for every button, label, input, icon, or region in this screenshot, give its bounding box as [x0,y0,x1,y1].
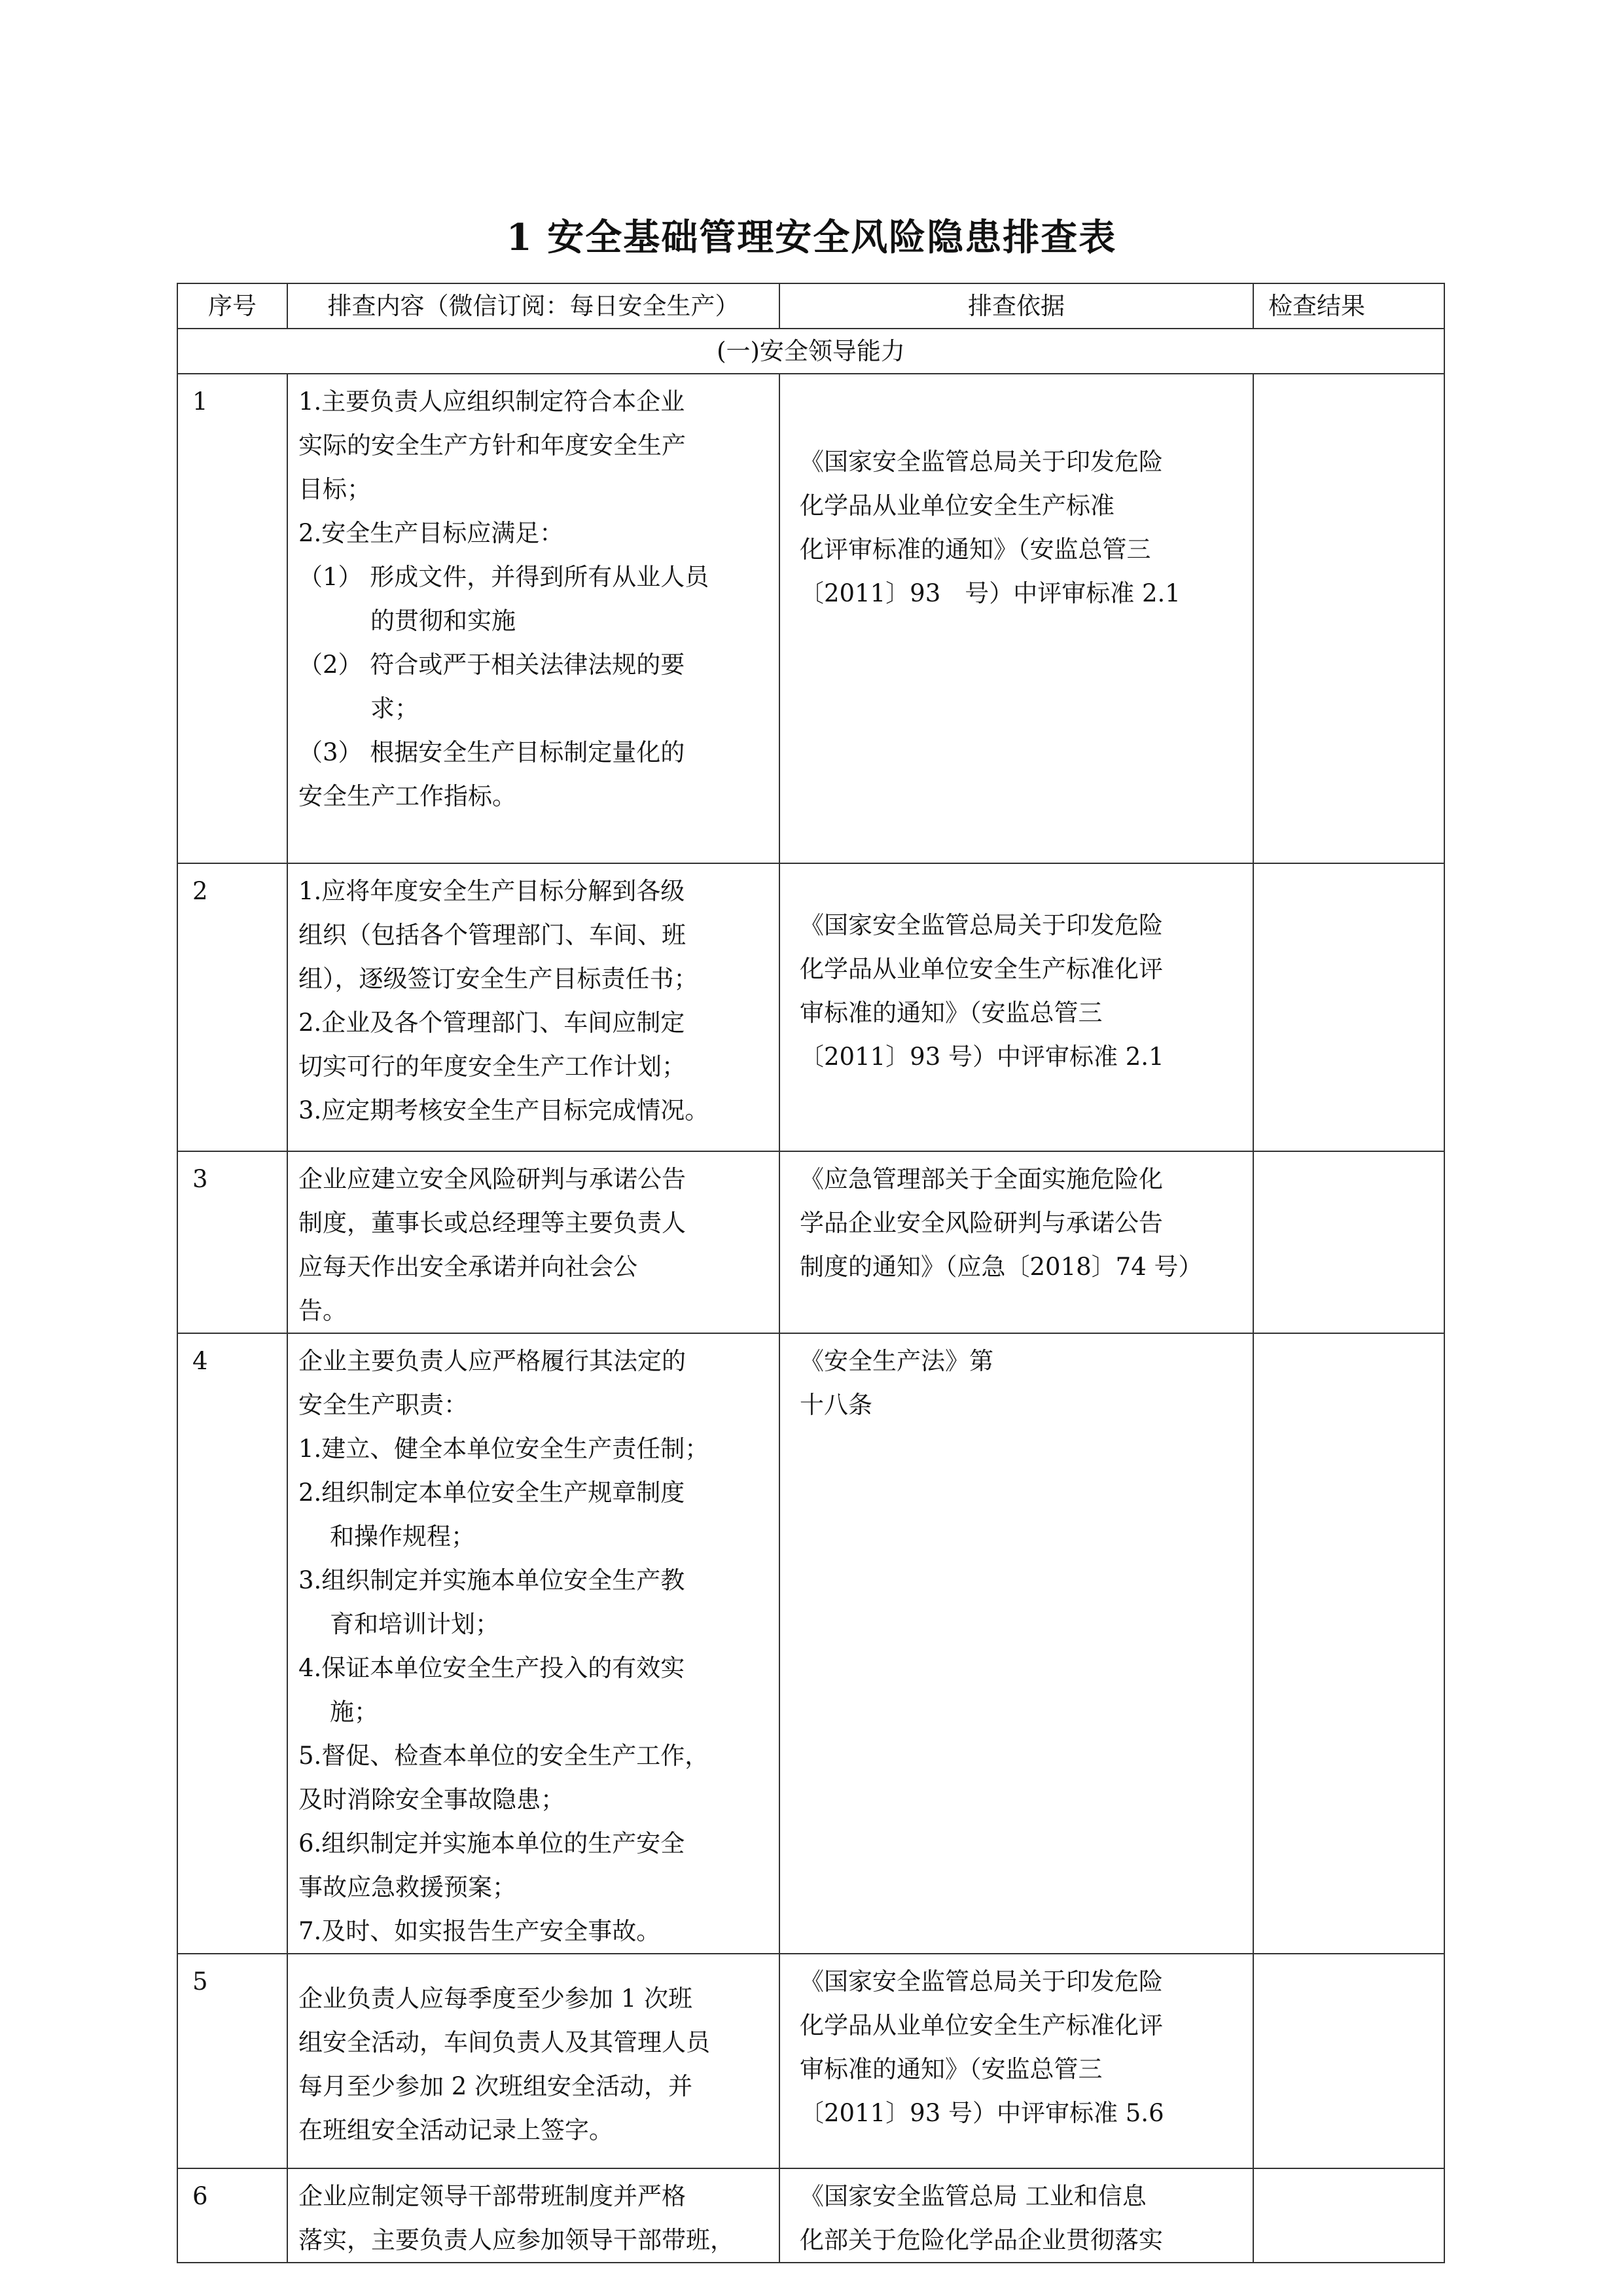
content-line: 组安全活动，车间负责人及其管理人员 [298,2028,710,2056]
basis-line: 学品企业安全风险研判与承诺公告 [800,1209,1163,1237]
content-line: 企业主要负责人应严格履行其法定的 [298,1347,686,1375]
content-line: 切实可行的年度安全生产工作计划； [298,1052,686,1081]
content-line: （3） 根据安全生产目标制定量化的 [298,738,685,766]
basis-line: 《国家安全监管总局 工业和信息 [800,2182,1147,2210]
row-basis [779,863,1253,1151]
row-number: 4 [177,1333,287,1954]
content-line: 实际的安全生产方针和年度安全生产 [298,431,686,459]
basis-line: 化学品从业单位安全生产标准化评 [800,2011,1163,2039]
content-line: 施； [330,1698,378,1726]
row-basis [779,1151,1253,1333]
table-row [177,1954,1444,2168]
row-basis [779,2168,1253,2263]
content-line: 目标； [298,475,371,503]
content-line: 3.应定期考核安全生产目标完成情况。 [298,1096,709,1124]
basis-line: 〔2011〕93 号）中评审标准 2.1 [800,579,1181,607]
content-line: 组），逐级签订安全生产目标责任书； [298,965,698,993]
hazard-inspection-table [177,283,1445,2263]
basis-line: 〔2011〕93 号）中评审标准 5.6 [800,2099,1164,2127]
content-line: 制度，董事长或总经理等主要负责人 [298,1209,686,1237]
content-line: 企业应制定领导干部带班制度并严格 [298,2182,686,2210]
basis-line: 十八条 [800,1391,872,1419]
basis-line: 《应急管理部关于全面实施危险化 [800,1165,1163,1193]
content-line: 的贯彻和实施 [370,607,516,635]
basis-line: 化评审标准的通知》（安监总管三 [800,535,1151,564]
content-line: 组织（包括各个管理部门、车间、班 [298,921,686,949]
row-content [287,374,779,863]
content-line: 1.主要负责人应组织制定符合本企业 [298,387,685,416]
content-line: 告。 [298,1297,347,1325]
basis-line: 审标准的通知》（安监总管三 [800,2055,1103,2083]
content-line: 7.及时、如实报告生产安全事故。 [298,1917,661,1945]
content-line: 4.保证本单位安全生产投入的有效实 [298,1654,685,1682]
content-line: 企业负责人应每季度至少参加 1 次班 [298,1984,693,2013]
basis-line: 《国家安全监管总局关于印发危险 [800,1967,1163,1996]
header-result: 检查结果 [1253,283,1444,329]
table-row [177,863,1444,1151]
content-line: 和操作规程； [330,1522,475,1551]
row-number: 5 [177,1954,287,2168]
row-result[interactable] [1253,1954,1444,2168]
table-row [177,2168,1444,2263]
content-line: 安全生产工作指标。 [298,782,516,810]
row-result[interactable] [1253,2168,1444,2263]
content-line: 2.企业及各个管理部门、车间应制定 [298,1009,685,1037]
header-content: 排查内容（微信订阅：每日安全生产） [287,283,779,329]
content-line: 育和培训计划； [330,1610,499,1638]
basis-line: 制度的通知》（应急〔2018〕74 号） [800,1253,1203,1281]
content-line: （2） 符合或严于相关法律法规的要 [298,651,685,679]
content-line: 2.安全生产目标应满足： [298,519,564,547]
content-line: 及时消除安全事故隐患； [298,1785,565,1814]
content-line: 在班组安全活动记录上签字。 [298,2116,613,2144]
content-line: 1.建立、健全本单位安全生产责任制； [298,1435,709,1463]
table-row [177,1333,1444,1954]
content-line: 每月至少参加 2 次班组安全活动，并 [298,2072,693,2100]
content-line: 事故应急救援预案； [298,1873,516,1901]
table-header-row [177,283,1444,329]
row-basis [779,1333,1253,1954]
basis-line: 化学品从业单位安全生产标准 [800,492,1115,520]
basis-line: 化学品从业单位安全生产标准化评 [800,955,1163,983]
content-line: 企业应建立安全风险研判与承诺公告 [298,1165,686,1193]
row-content [287,2168,779,2263]
content-line: 安全生产职责： [298,1391,468,1419]
row-basis [779,374,1253,863]
content-line: 2.组织制定本单位安全生产规章制度 [298,1479,685,1507]
content-line: 求； [370,694,419,723]
basis-line: 化部关于危险化学品企业贯彻落实 [800,2226,1163,2254]
basis-line: 审标准的通知》（安监总管三 [800,999,1103,1027]
content-line: 1.应将年度安全生产目标分解到各级 [298,877,685,905]
content-line: （1） 形成文件，并得到所有从业人员 [298,563,709,591]
row-content [287,1954,779,2168]
content-line: 6.组织制定并实施本单位的生产安全 [298,1829,685,1857]
basis-line: 《国家安全监管总局关于印发危险 [800,911,1163,939]
content-line: 3.组织制定并实施本单位安全生产教 [298,1566,685,1594]
section-row [177,329,1444,374]
row-content [287,1151,779,1333]
header-basis: 排查依据 [779,283,1253,329]
content-line: 5.督促、检查本单位的安全生产工作， [298,1742,709,1770]
table-row [177,374,1444,863]
row-number: 2 [177,863,287,1151]
section-title: (一)安全领导能力 [177,329,1444,374]
header-no: 序号 [177,283,287,329]
row-content [287,1333,779,1954]
row-content [287,863,779,1151]
row-result[interactable] [1253,1151,1444,1333]
content-line: 落实，主要负责人应参加领导干部带班， [298,2226,734,2254]
row-result[interactable] [1253,374,1444,863]
row-number: 3 [177,1151,287,1333]
basis-line: 〔2011〕93 号）中评审标准 2.1 [800,1043,1164,1071]
basis-line: 《安全生产法》第 [800,1347,993,1375]
row-result[interactable] [1253,863,1444,1151]
row-result[interactable] [1253,1333,1444,1954]
row-number: 1 [177,374,287,863]
basis-line: 《国家安全监管总局关于印发危险 [800,448,1163,476]
table-row [177,1151,1444,1333]
row-basis [779,1954,1253,2168]
row-number: 6 [177,2168,287,2263]
content-line: 应每天作出安全承诺并向社会公 [298,1253,637,1281]
page-title: 1 安全基础管理安全风险隐患排查表 [506,216,1117,259]
